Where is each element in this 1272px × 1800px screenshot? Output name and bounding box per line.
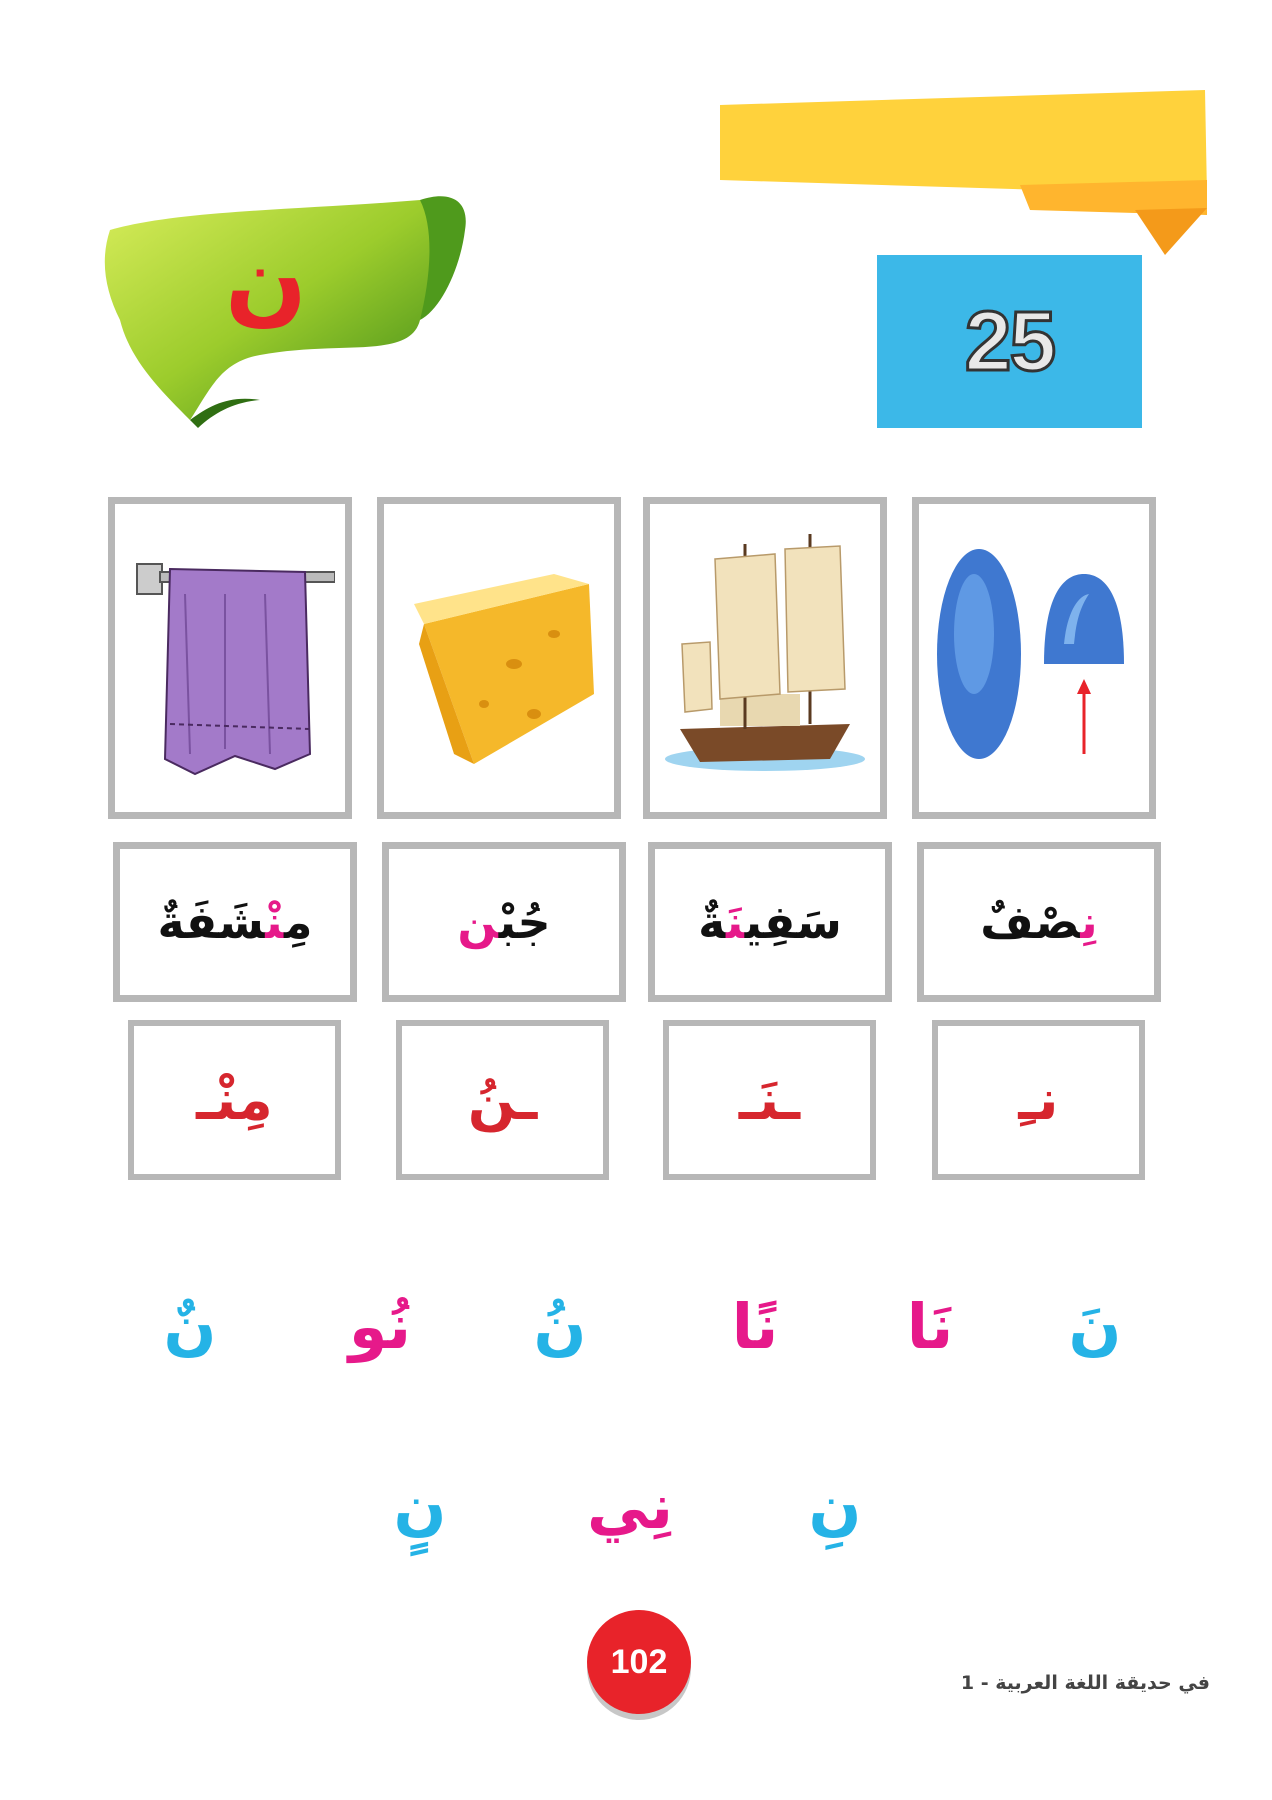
syllable-item: نُو	[348, 1290, 412, 1363]
form-card-initial	[932, 1020, 1145, 1180]
cheese-icon	[394, 524, 604, 794]
word-card-towel	[113, 842, 357, 1002]
picture-card-towel	[108, 497, 352, 819]
letter-form-word-start: مِنْـ	[196, 1067, 273, 1133]
towel-icon	[125, 524, 335, 794]
word-card-ship	[648, 842, 892, 1002]
form-card-final	[396, 1020, 609, 1180]
word-half: نِصْفٌ	[980, 895, 1098, 949]
syllable-item: نُ	[533, 1290, 587, 1363]
picture-card-ship	[643, 497, 887, 819]
lesson-number-box	[877, 255, 1142, 428]
sailing-ship-icon	[660, 524, 870, 794]
picture-card-cheese	[377, 497, 621, 819]
word-ship: سَفِينَةٌ	[698, 895, 842, 949]
syllable-item: نًا	[731, 1290, 779, 1363]
syllable-item: نِي	[586, 1470, 673, 1543]
form-card-medial	[663, 1020, 876, 1180]
lesson-letter: ن	[225, 224, 307, 336]
word-cheese: جُبْن	[457, 895, 551, 949]
syllable-item: نَا	[906, 1290, 954, 1363]
word-towel: مِنْشَفَةٌ	[157, 895, 313, 949]
syllable-item: نٌ	[163, 1290, 217, 1363]
page-number: 102	[587, 1610, 691, 1714]
letter-form-final: ـنُ	[467, 1067, 538, 1133]
syllable-item: نٍ	[393, 1470, 447, 1543]
letter-form-initial: نـِ	[1018, 1067, 1059, 1133]
word-card-half	[917, 842, 1161, 1002]
book-title: في حديقة اللغة العربية - 1	[960, 1672, 1210, 1694]
half-ellipse-icon	[929, 524, 1139, 794]
letter-form-medial: ـنَـ	[738, 1067, 801, 1133]
syllable-item: نَ	[1068, 1290, 1122, 1363]
header-ribbon	[720, 90, 1215, 260]
word-card-cheese	[382, 842, 626, 1002]
picture-card-half	[912, 497, 1156, 819]
form-card-word-start	[128, 1020, 341, 1180]
syllable-item: نِ	[808, 1470, 862, 1543]
lesson-number: 25	[964, 294, 1055, 388]
